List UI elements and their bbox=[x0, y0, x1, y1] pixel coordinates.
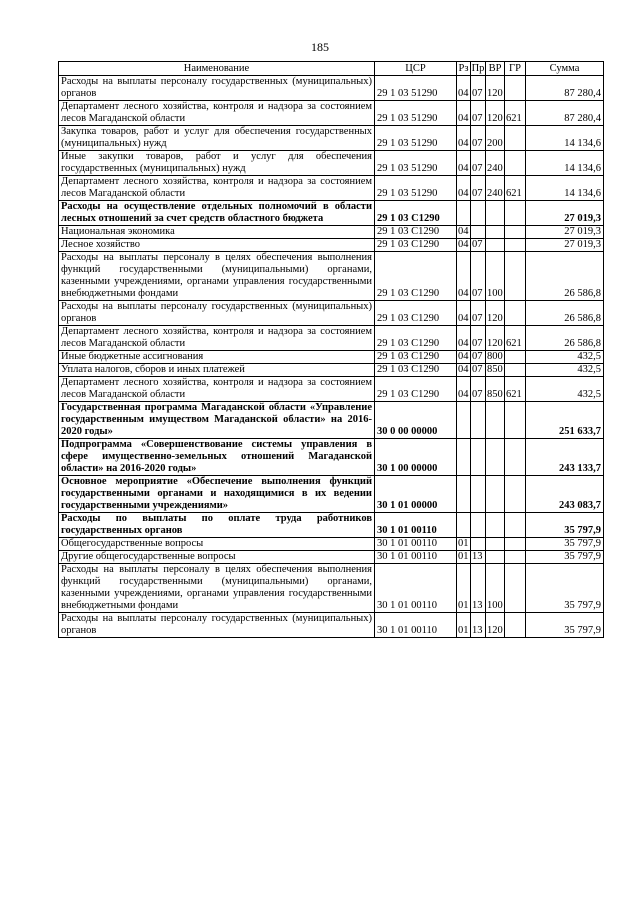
cell-rz: 01 bbox=[458, 551, 469, 562]
table-row bbox=[59, 76, 604, 101]
cell-gr bbox=[505, 151, 526, 176]
cell-pr: 07 bbox=[471, 301, 486, 326]
cell-vr: 850 bbox=[487, 364, 503, 375]
cell-csr: 30 1 01 00000 bbox=[375, 476, 457, 513]
cell-vr bbox=[486, 239, 505, 252]
cell-csr: 30 1 01 00110 bbox=[375, 613, 457, 638]
cell-vr: 100 bbox=[486, 252, 505, 301]
cell-name: Расходы на осуществление отдельных полномочий в области лесных отношений за счет средств областного бюджета bbox=[59, 201, 375, 226]
cell-name: Национальная экономика bbox=[59, 226, 375, 239]
cell-csr: 29 1 03 С1290 bbox=[375, 364, 457, 377]
table-row bbox=[59, 126, 604, 151]
cell-rz bbox=[457, 402, 471, 439]
cell-name: Основное мероприятие «Обеспечение выполнения функций государственными органами и находящимися в их ведении государственными учреждениями» bbox=[59, 476, 375, 513]
cell-rz: 04 bbox=[457, 126, 471, 151]
cell-pr: 13 bbox=[471, 613, 486, 638]
cell-sum: 27 019,3 bbox=[526, 201, 604, 226]
cell-rz: 04 bbox=[457, 377, 471, 402]
cell-vr bbox=[486, 513, 505, 538]
cell-name: Расходы по выплаты по оплате труда работников государственных органов bbox=[59, 513, 375, 538]
cell-gr bbox=[505, 402, 526, 439]
cell-name: Подпрограмма «Совершенствование системы управления в сфере имущественно-земельных отношений Магаданской области» на 2016-2020 годы» bbox=[59, 439, 375, 476]
cell-sum: 432,5 bbox=[526, 364, 604, 377]
table-row bbox=[59, 439, 604, 476]
cell-rz bbox=[457, 201, 471, 226]
cell-sum: 26 586,8 bbox=[526, 326, 604, 351]
cell-rz: 04 bbox=[458, 351, 469, 362]
cell-rz: 04 bbox=[458, 239, 469, 250]
cell-pr: 07 bbox=[471, 364, 486, 377]
cell-csr: 30 1 01 00110 bbox=[375, 538, 457, 551]
cell-sum: 87 280,4 bbox=[526, 101, 604, 126]
cell-vr: 120 bbox=[486, 301, 505, 326]
cell-vr bbox=[486, 201, 505, 226]
cell-pr: 13 bbox=[471, 551, 486, 564]
cell-vr: 100 bbox=[486, 564, 505, 613]
cell-pr: 07 bbox=[471, 239, 486, 252]
cell-csr: 30 1 01 00110 bbox=[375, 564, 457, 613]
table-row bbox=[59, 201, 604, 226]
cell-vr: 800 bbox=[487, 351, 503, 362]
cell-sum: 35 797,9 bbox=[526, 564, 604, 613]
cell-sum: 251 633,7 bbox=[526, 402, 604, 439]
cell-rz: 04 bbox=[457, 76, 471, 101]
cell-name: Иные бюджетные ассигнования bbox=[59, 351, 375, 364]
cell-gr bbox=[505, 513, 526, 538]
cell-pr bbox=[471, 201, 486, 226]
cell-name: Другие общегосударственные вопросы bbox=[59, 551, 375, 564]
cell-pr: 07 bbox=[471, 252, 486, 301]
cell-pr bbox=[471, 226, 486, 239]
table-row bbox=[59, 377, 604, 402]
cell-sum: 35 797,9 bbox=[526, 551, 604, 564]
cell-csr: 29 1 03 51290 bbox=[375, 76, 457, 101]
cell-sum: 26 586,8 bbox=[526, 252, 604, 301]
cell-csr: 29 1 03 51290 bbox=[375, 101, 457, 126]
cell-rz: 01 bbox=[457, 613, 471, 638]
cell-vr: 120 bbox=[486, 101, 505, 126]
table-row bbox=[59, 476, 604, 513]
cell-pr: 07 bbox=[471, 151, 486, 176]
cell-rz: 01 bbox=[457, 564, 471, 613]
cell-vr bbox=[486, 439, 505, 476]
cell-name: Департамент лесного хозяйства, контроля и надзора за состоянием лесов Магаданской области bbox=[59, 326, 375, 351]
cell-csr: 30 0 00 00000 bbox=[375, 402, 457, 439]
cell-pr bbox=[471, 439, 486, 476]
cell-gr bbox=[505, 76, 526, 101]
cell-gr bbox=[505, 239, 526, 252]
table-row bbox=[59, 101, 604, 126]
cell-rz: 04 bbox=[457, 151, 471, 176]
cell-pr bbox=[471, 538, 486, 551]
cell-sum: 35 797,9 bbox=[526, 538, 604, 551]
cell-name: Расходы на выплаты персоналу государственных (муниципальных) органов bbox=[59, 76, 375, 101]
cell-vr: 240 bbox=[486, 151, 505, 176]
table-row bbox=[59, 513, 604, 538]
table-row bbox=[59, 351, 604, 364]
cell-vr: 120 bbox=[486, 76, 505, 101]
cell-gr bbox=[505, 301, 526, 326]
cell-sum: 243 133,7 bbox=[526, 439, 604, 476]
cell-rz bbox=[457, 513, 471, 538]
budget-table bbox=[58, 61, 604, 638]
cell-rz: 04 bbox=[457, 252, 471, 301]
table-row bbox=[59, 151, 604, 176]
table-row bbox=[59, 239, 604, 252]
cell-rz: 04 bbox=[457, 176, 471, 201]
page-number: 185 bbox=[311, 40, 329, 54]
cell-sum: 432,5 bbox=[526, 351, 604, 364]
cell-gr bbox=[505, 126, 526, 151]
cell-rz: 04 bbox=[458, 364, 469, 375]
table-row bbox=[59, 538, 604, 551]
header-rz: Рз bbox=[458, 62, 469, 74]
cell-csr: 29 1 03 С1290 bbox=[375, 377, 457, 402]
table-row bbox=[59, 326, 604, 351]
cell-csr: 29 1 03 С1290 bbox=[375, 301, 457, 326]
cell-gr bbox=[505, 476, 526, 513]
cell-name: Расходы на выплаты персоналу в целях обеспечения выполнения функций государственными (муниципальными) органами, казенными учреждениями, органами управления государственными внебюджетными фондами bbox=[59, 564, 375, 613]
cell-sum: 14 134,6 bbox=[526, 176, 604, 201]
cell-rz: 04 bbox=[457, 326, 471, 351]
cell-sum: 27 019,3 bbox=[526, 226, 604, 239]
cell-vr bbox=[486, 551, 505, 564]
cell-sum: 26 586,8 bbox=[526, 301, 604, 326]
cell-sum: 35 797,9 bbox=[526, 613, 604, 638]
cell-pr: 07 bbox=[471, 326, 486, 351]
cell-csr: 29 1 03 С1290 bbox=[375, 226, 457, 239]
cell-gr bbox=[505, 252, 526, 301]
cell-gr bbox=[505, 439, 526, 476]
cell-sum: 243 083,7 bbox=[526, 476, 604, 513]
cell-rz bbox=[457, 439, 471, 476]
cell-sum: 87 280,4 bbox=[526, 76, 604, 101]
cell-gr bbox=[505, 538, 526, 551]
cell-name: Департамент лесного хозяйства, контроля и надзора за состоянием лесов Магаданской области bbox=[59, 176, 375, 201]
cell-pr: 07 bbox=[471, 377, 486, 402]
cell-sum: 27 019,3 bbox=[526, 239, 604, 252]
cell-sum: 14 134,6 bbox=[526, 126, 604, 151]
cell-pr: 13 bbox=[471, 564, 486, 613]
cell-name: Департамент лесного хозяйства, контроля и надзора за состоянием лесов Магаданской области bbox=[59, 101, 375, 126]
table-row bbox=[59, 176, 604, 201]
table-row bbox=[59, 551, 604, 564]
cell-pr: 07 bbox=[471, 126, 486, 151]
cell-pr bbox=[471, 513, 486, 538]
cell-vr: 850 bbox=[486, 377, 505, 402]
cell-pr bbox=[471, 476, 486, 513]
cell-gr bbox=[505, 364, 526, 377]
cell-name: Расходы на выплаты персоналу государственных (муниципальных) органов bbox=[59, 613, 375, 638]
cell-sum: 14 134,6 bbox=[526, 151, 604, 176]
table-row bbox=[59, 613, 604, 638]
cell-vr bbox=[486, 402, 505, 439]
cell-vr: 200 bbox=[486, 126, 505, 151]
cell-name: Уплата налогов, сборов и иных платежей bbox=[59, 364, 375, 377]
header-pr: Пр bbox=[471, 62, 485, 74]
header-sum: Сумма bbox=[526, 62, 604, 76]
table-header-row bbox=[59, 62, 604, 76]
cell-csr: 29 1 03 51290 bbox=[375, 126, 457, 151]
cell-pr: 07 bbox=[471, 101, 486, 126]
cell-name: Департамент лесного хозяйства, контроля и надзора за состоянием лесов Магаданской области bbox=[59, 377, 375, 402]
cell-gr: 621 bbox=[505, 377, 526, 402]
cell-sum: 35 797,9 bbox=[526, 513, 604, 538]
table-row bbox=[59, 364, 604, 377]
cell-rz bbox=[457, 476, 471, 513]
cell-gr: 621 bbox=[505, 326, 526, 351]
cell-vr: 120 bbox=[486, 326, 505, 351]
table-row bbox=[59, 402, 604, 439]
cell-name: Государственная программа Магаданской области «Управление государственным имуществом Магаданской области» на 2016-2020 годы» bbox=[59, 402, 375, 439]
cell-csr: 29 1 03 51290 bbox=[375, 176, 457, 201]
cell-csr: 29 1 03 С1290 bbox=[375, 201, 457, 226]
cell-vr: 240 bbox=[486, 176, 505, 201]
cell-pr bbox=[471, 402, 486, 439]
cell-pr: 07 bbox=[471, 351, 486, 364]
cell-vr bbox=[486, 226, 505, 239]
table-row bbox=[59, 252, 604, 301]
cell-gr bbox=[505, 551, 526, 564]
cell-csr: 30 1 01 00110 bbox=[375, 551, 457, 564]
cell-rz: 04 bbox=[458, 226, 469, 237]
cell-pr: 07 bbox=[471, 176, 486, 201]
cell-rz: 01 bbox=[458, 538, 469, 549]
cell-gr bbox=[505, 226, 526, 239]
header-name: Наименование bbox=[59, 62, 375, 76]
table-row bbox=[59, 301, 604, 326]
cell-rz: 04 bbox=[457, 101, 471, 126]
cell-name: Иные закупки товаров, работ и услуг для обеспечения государственных (муниципальных) нужд bbox=[59, 151, 375, 176]
cell-csr: 29 1 03 С1290 bbox=[375, 326, 457, 351]
cell-pr: 07 bbox=[471, 76, 486, 101]
header-vr: ВР bbox=[486, 62, 505, 76]
cell-vr bbox=[486, 476, 505, 513]
cell-gr bbox=[505, 564, 526, 613]
cell-csr: 29 1 03 С1290 bbox=[375, 351, 457, 364]
cell-gr bbox=[505, 613, 526, 638]
cell-vr: 120 bbox=[486, 613, 505, 638]
cell-name: Общегосударственные вопросы bbox=[59, 538, 375, 551]
header-csr: ЦСР bbox=[375, 62, 457, 76]
cell-csr: 30 1 00 00000 bbox=[375, 439, 457, 476]
cell-gr: 621 bbox=[505, 101, 526, 126]
cell-rz: 04 bbox=[457, 301, 471, 326]
cell-csr: 29 1 03 51290 bbox=[375, 151, 457, 176]
cell-csr: 29 1 03 С1290 bbox=[375, 252, 457, 301]
table-row bbox=[59, 564, 604, 613]
cell-name: Закупка товаров, работ и услуг для обеспечения государственных (муниципальных) нужд bbox=[59, 126, 375, 151]
cell-name: Лесное хозяйство bbox=[59, 239, 375, 252]
cell-sum: 432,5 bbox=[526, 377, 604, 402]
cell-name: Расходы на выплаты персоналу государственных (муниципальных) органов bbox=[59, 301, 375, 326]
cell-gr: 621 bbox=[505, 176, 526, 201]
table-row bbox=[59, 226, 604, 239]
cell-gr bbox=[505, 201, 526, 226]
cell-vr bbox=[486, 538, 505, 551]
header-gr: ГР bbox=[505, 62, 526, 76]
cell-csr: 30 1 01 00110 bbox=[375, 513, 457, 538]
cell-csr: 29 1 03 С1290 bbox=[375, 239, 457, 252]
cell-name: Расходы на выплаты персоналу в целях обеспечения выполнения функций государственными (муниципальными) органами, казенными учреждениями, органами управления государственными внебюджетными фондами bbox=[59, 252, 375, 301]
cell-gr bbox=[505, 351, 526, 364]
